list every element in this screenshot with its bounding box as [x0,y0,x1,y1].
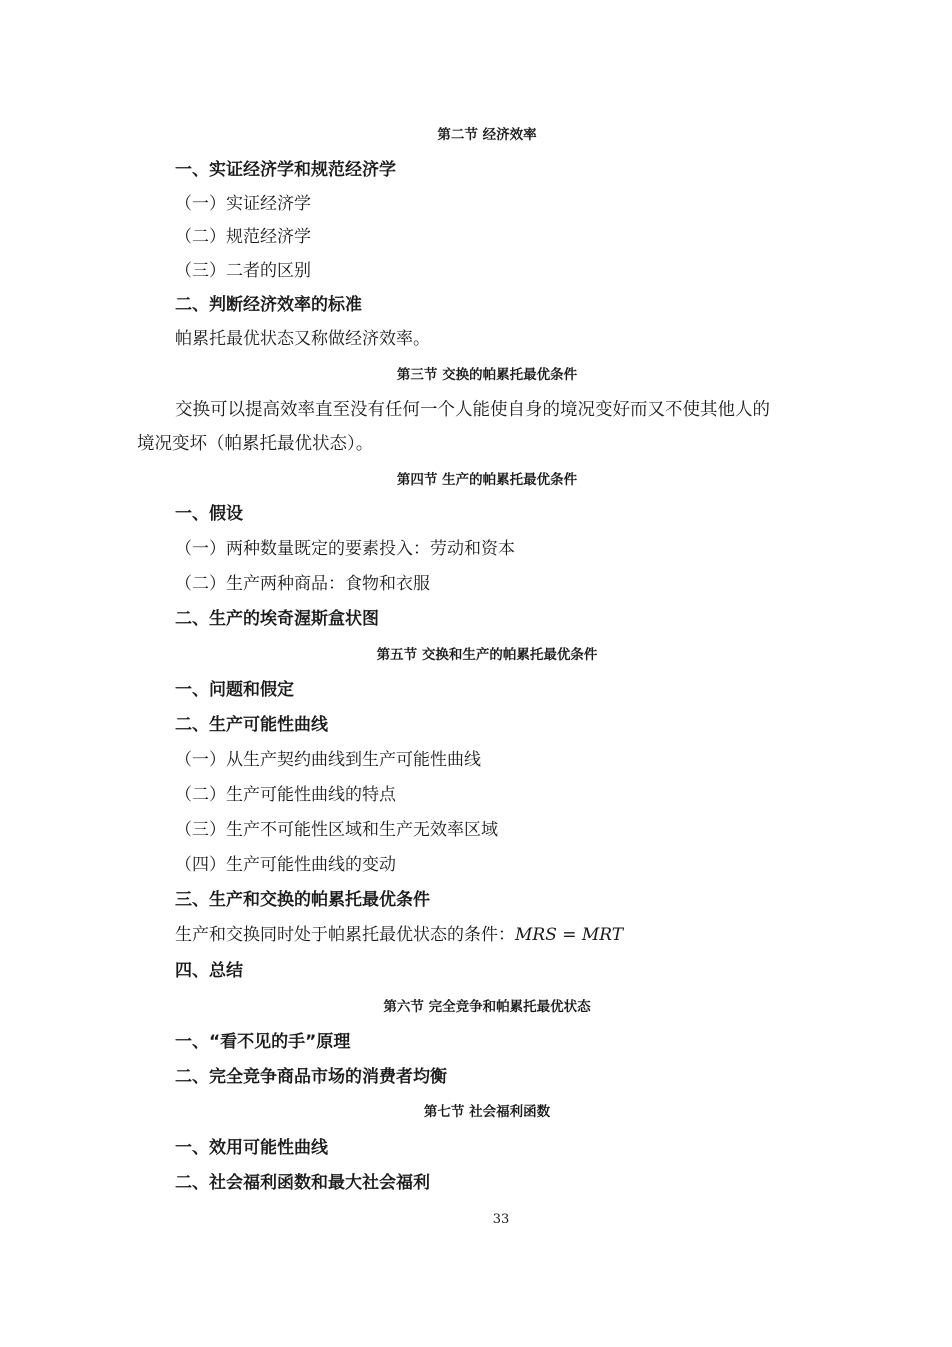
heading: 二、判断经济效率的标准 [175,295,362,315]
section-title: 第六节 完全竞争和帕累托最优状态 [383,999,591,1015]
heading: 一、假设 [175,504,243,524]
subheading: （三）生产不可能性区域和生产无效率区域 [175,820,498,840]
condition-text: 生产和交换同时处于帕累托最优状态的条件： [175,925,515,945]
subheading: （一）从生产契约曲线到生产可能性曲线 [175,750,481,770]
subheading: （一）实证经济学 [175,194,311,214]
subheading: （二）生产可能性曲线的特点 [175,785,396,805]
heading: 一、实证经济学和规范经济学 [175,160,396,180]
section-title: 第三节 交换的帕累托最优条件 [396,367,578,383]
page-number: 33 [492,1212,510,1227]
heading: 四、总结 [175,961,243,981]
subheading: （二）生产两种商品：食物和衣服 [175,574,430,594]
section-title: 第二节 经济效率 [437,127,537,143]
heading: 二、生产的埃奇渥斯盒状图 [175,609,379,629]
heading: 一、“看不见的手”原理 [175,1032,351,1052]
subheading: （四）生产可能性曲线的变动 [175,855,396,875]
body-text: 帕累托最优状态又称做经济效率。 [175,329,430,349]
body-text [175,927,623,944]
subheading: （三）二者的区别 [175,261,311,281]
heading: 二、生产可能性曲线 [175,715,328,735]
heading: 三、生产和交换的帕累托最优条件 [175,890,430,910]
heading: 一、效用可能性曲线 [175,1138,328,1158]
condition-formula: MRS = MRT [515,925,624,945]
heading: 二、社会福利函数和最大社会福利 [175,1173,430,1193]
section-title: 第四节 生产的帕累托最优条件 [396,472,578,488]
paragraph-line: 境况变坏（帕累托最优状态）。 [137,434,374,454]
subheading: （一）两种数量既定的要素投入：劳动和资本 [175,539,515,559]
heading: 二、完全竞争商品市场的消费者均衡 [175,1067,447,1087]
heading: 一、问题和假定 [175,680,294,700]
section-title: 第七节 社会福利函数 [423,1104,551,1120]
section-title: 第五节 交换和生产的帕累托最优条件 [376,647,598,663]
subheading: （二）规范经济学 [175,227,311,247]
paragraph-line: 交换可以提高效率直至没有任何一个人能使自身的境况变好而又不使其他人的 [175,400,770,420]
